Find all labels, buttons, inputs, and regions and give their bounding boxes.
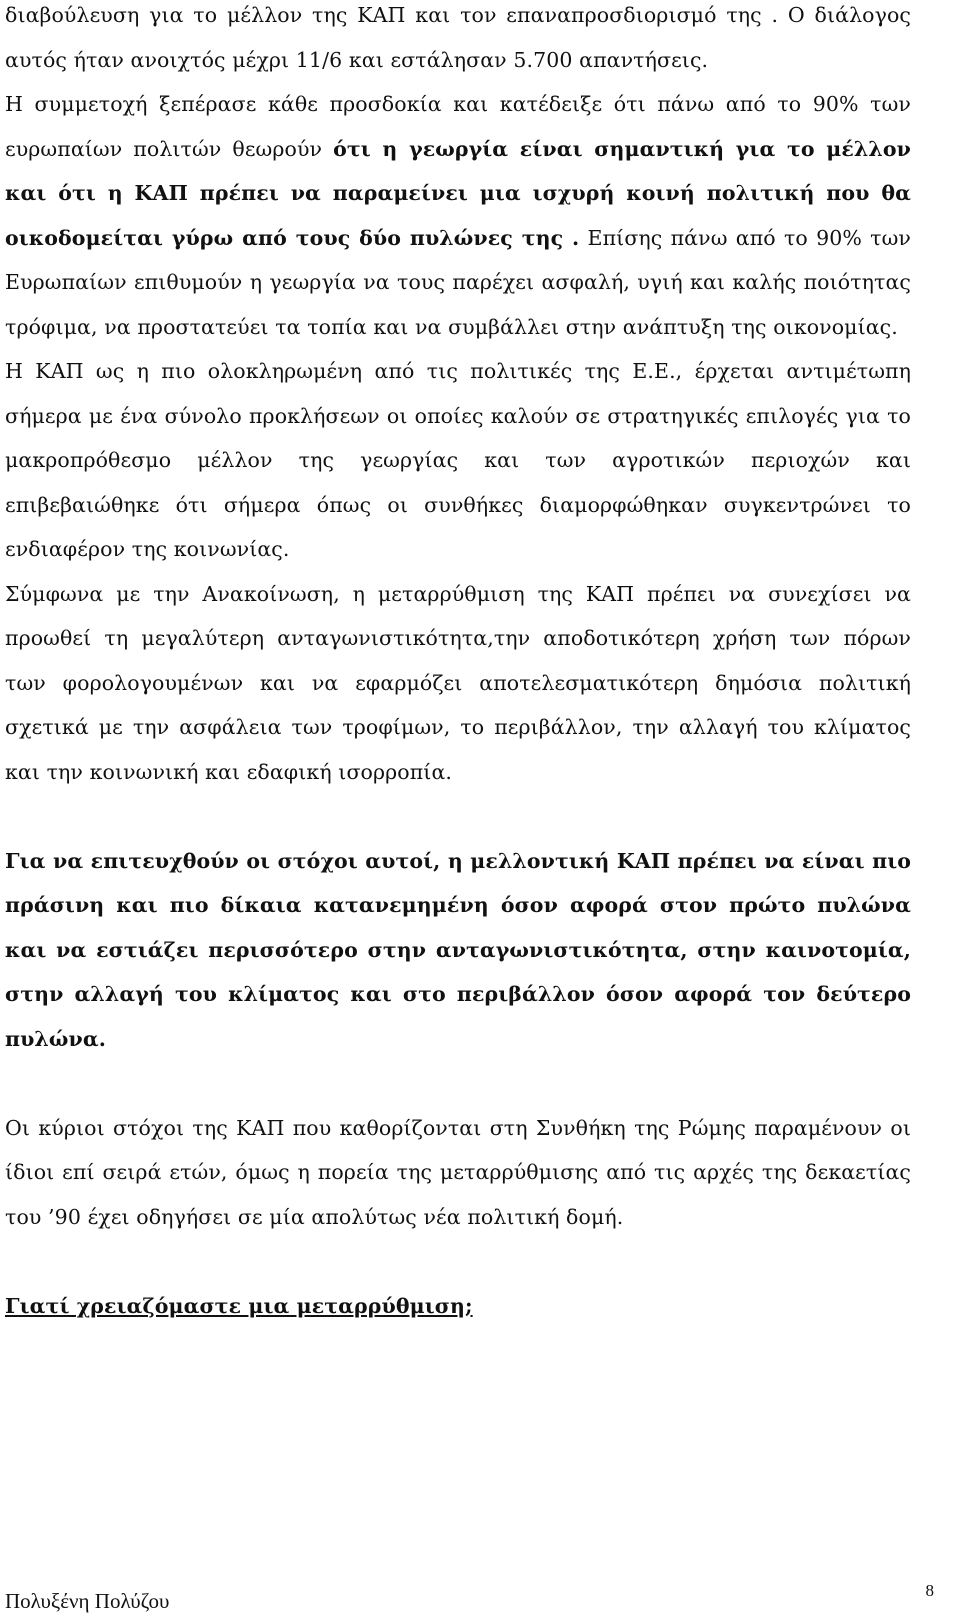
spacer (5, 1061, 911, 1106)
paragraph-participation-end: Επίσης πάνω από το 90% των Ευρωπαίων επιθυμούν η γεωργία να τους παρέχει ασφαλή, υγιή και καλής ποιότητας τρόφιμα, να προστατεύει τα τοπία και να συμβάλλει στην ανάπτυξη της οικονομίας. (5, 225, 911, 339)
paragraph-treaty-goals: Οι κύριοι στόχοι της ΚΑΠ που καθορίζονται στη Συνθήκη της Ρώμης παραμένουν οι ίδιοι επί σειρά ετών, όμως η πορεία της μεταρρύθμισης από τις αρχές της δεκαετίας του ’90 έχει οδηγήσει σε μία απολύτως νέα πολιτική δομή. (5, 1115, 911, 1229)
spacer (5, 1239, 911, 1284)
paragraph-participation (5, 82, 911, 349)
footer-page-number: 8 (925, 1581, 934, 1600)
section-heading: Γιατί χρειαζόμαστε μια μεταρρύθμιση; (5, 1293, 473, 1318)
paragraph-participation-bold: ότι η γεωργία είναι σημαντική για το μέλλον και ότι η ΚΑΠ πρέπει να παραμείνει μια ισχυρή κοινή πολιτική που θα οικοδομείται γύρω από τους δύο πυλώνες της . (5, 136, 911, 250)
paragraph-participation-start: Η συμμετοχή ξεπέρασε κάθε προσδοκία και κατέδειξε ότι πάνω από το 90% των ευρωπαίων πολιτών θεωρούν (5, 92, 911, 161)
paragraph-announcement: Σύμφωνα με την Ανακοίνωση, η μεταρρύθμιση της ΚΑΠ πρέπει να συνεχίσει να προωθεί τη μεγαλύτερη ανταγωνιστικότητα,την αποδοτικότερη χρήση των πόρων των φορολογουμένων και να εφαρμόζει αποτελεσματικότερη δημόσια πολιτική σχετικά με την ασφάλεια των τροφίμων, το περιβάλλον, την αλλαγή του κλίματος και την κοινωνική και εδαφική ισορροπία. (5, 581, 911, 784)
spacer (5, 794, 911, 839)
paragraph-goals-bold: Για να επιτευχθούν οι στόχοι αυτοί, η μελλοντική ΚΑΠ πρέπει να είναι πιο πράσινη και πιο δίκαια κατανεμημένη όσον αφορά στον πρώτο πυλώνα και να εστιάζει περισσότερο στην ανταγωνιστικότητα, στην καινοτομία, στην αλλαγή του κλίματος και στο περιβάλλον όσον αφορά τον δεύτερο πυλώνα. (5, 848, 911, 1051)
footer-author: Πολυξένη Πολύζου (5, 1589, 170, 1613)
paragraph-cap-challenges: Η ΚΑΠ ως η πιο ολοκληρωμένη από τις πολιτικές της Ε.Ε., έρχεται αντιμέτωπη σήμερα με ένα σύνολο προκλήσεων οι οποίες καλούν σε στρατηγικές επιλογές για το μακροπρόθεσμο μέλλον της γεωργίας και των αγροτικών περιοχών και επιβεβαιώθηκε ότι σήμερα όπως οι συνθήκες διαμορφώθηκαν συγκεντρώνει το ενδιαφέρον της κοινωνίας. (5, 359, 911, 561)
page-footer (5, 1581, 934, 1616)
document-body (5, 0, 911, 1328)
paragraph-consultation: διαβούλευση για το μέλλον της ΚΑΠ και τον επαναπροσδιορισμό της . Ο διάλογος αυτός ήταν ανοιχτός μέχρι 11/6 και εστάλησαν 5.700 απαντήσεις. (5, 3, 911, 72)
